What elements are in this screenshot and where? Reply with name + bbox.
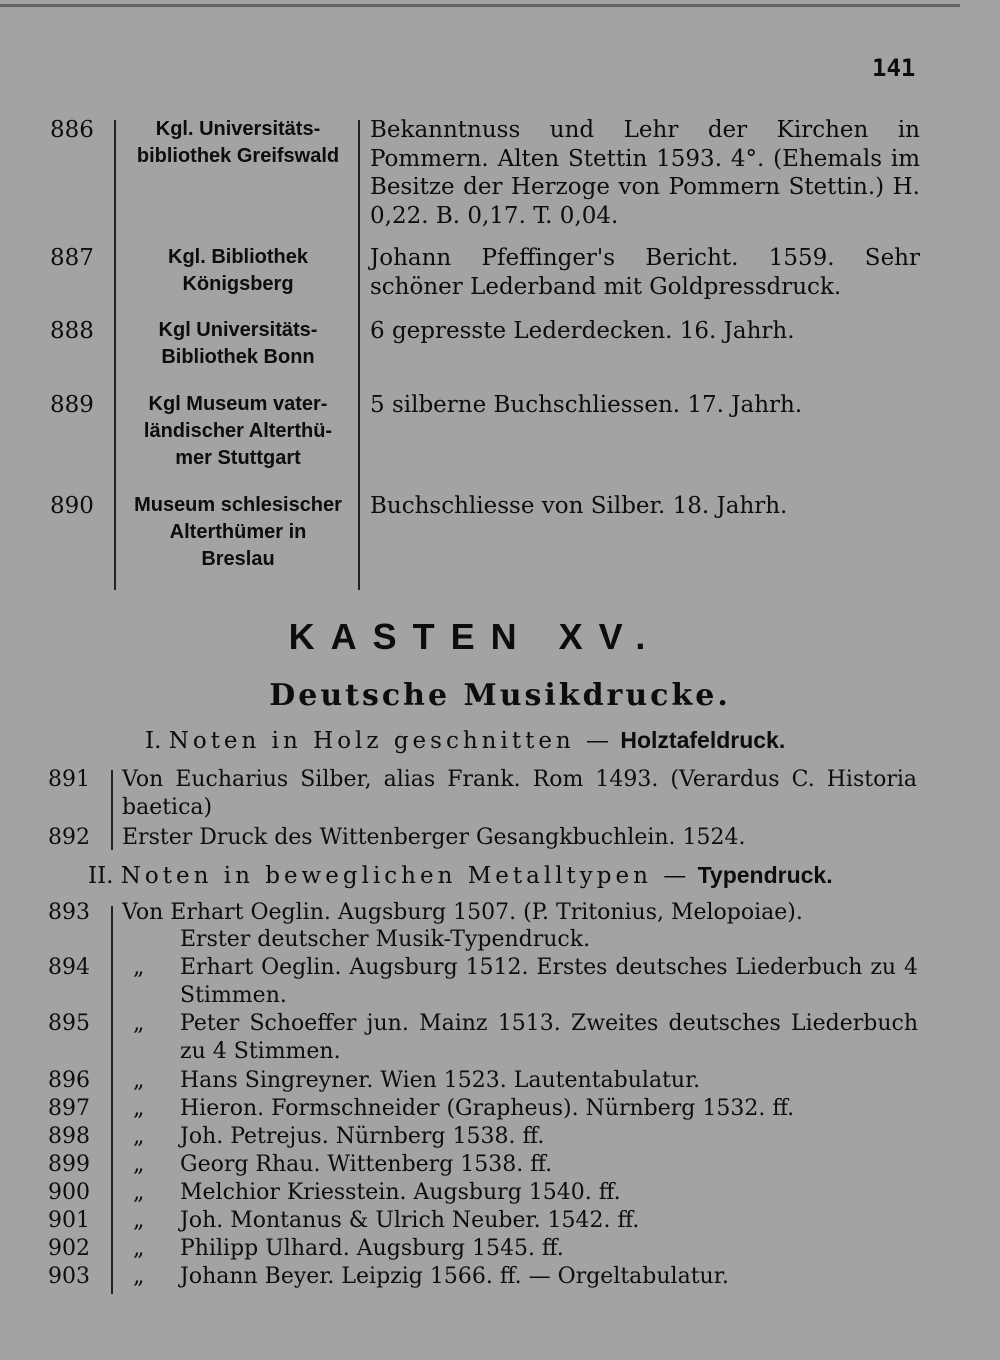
lender-name: Museum schlesischer Alterthümer in Breslau	[134, 494, 342, 570]
entry-description: Von Eucharius Silber, alias Frank. Rom 1493. (Verardus C. Historia baetica)	[122, 767, 917, 820]
lender-name: Kgl Universitäts- Bibliothek Bonn	[158, 319, 318, 368]
ditto-mark: „	[133, 1264, 145, 1289]
entry-description: Philipp Ulhard. Augsburg 1545. ff.	[180, 1236, 564, 1261]
entry-number: 892	[48, 825, 90, 850]
part-heading-1	[145, 726, 785, 755]
entry-number: 891	[48, 767, 90, 792]
entry-description: Buchschliesse von Silber. 18. Jahrh.	[370, 493, 788, 519]
entry-number: 889	[50, 392, 94, 418]
entry-description: Georg Rhau. Wittenberg 1538. ff.	[180, 1152, 553, 1177]
entry-continuation: Erster deutscher Musik-Typendruck.	[180, 927, 591, 952]
entry-description: Bekanntnuss und Lehr der Kirchen in Pommern. Alten Stettin 1593. 4°. (Ehemals im Besitze der Herzoge von Pommern Stettin.) H. 0,22. B. 0,17. T. 0,04.	[370, 117, 920, 229]
lender-name: Kgl Museum vater- ländischer Alterthü- mer Stuttgart	[143, 393, 333, 469]
lender-name: Kgl. Bibliothek Königsberg	[168, 246, 308, 295]
entry-description: Joh. Petrejus. Nürnberg 1538. ff.	[180, 1124, 545, 1149]
ditto-mark: „	[133, 1208, 145, 1233]
entry-description: Erhart Oeglin. Augsburg 1512. Erstes deutsches Liederbuch zu 4 Stimmen.	[180, 955, 918, 1008]
entry-number: 895	[48, 1011, 90, 1036]
entry-number: 893	[48, 900, 90, 925]
entry-number: 902	[48, 1236, 90, 1261]
ditto-mark: „	[133, 1152, 145, 1177]
column-rule-right	[358, 120, 360, 590]
entry-description: Hieron. Formschneider (Grapheus). Nürnberg 1532. ff.	[180, 1096, 795, 1121]
part-technique: Typendruck.	[697, 862, 833, 888]
ditto-mark: „	[133, 1124, 145, 1149]
part-heading-2	[88, 861, 833, 890]
entry-number: 896	[48, 1068, 90, 1093]
ditto-mark: „	[133, 1236, 145, 1261]
entry-description: Von Erhart Oeglin. Augsburg 1507. (P. Tritonius, Melopoiae).	[122, 900, 803, 925]
ditto-mark: „	[133, 1180, 145, 1205]
entry-number: 900	[48, 1180, 90, 1205]
page-number: 141	[872, 54, 916, 82]
entry-number: 886	[50, 117, 94, 143]
entry-description: Johann Pfeffinger's Bericht. 1559. Sehr schöner Lederband mit Goldpressdruck.	[370, 245, 920, 300]
entry-description: 6 gepresste Lederdecken. 16. Jahrh.	[370, 318, 795, 344]
ditto-mark: „	[133, 955, 145, 980]
entry-description: Peter Schoeffer jun. Mainz 1513. Zweites deutsches Liederbuch zu 4 Stimmen.	[180, 1011, 918, 1064]
ditto-mark: „	[133, 1011, 145, 1036]
entry-description: 5 silberne Buchschliessen. 17. Jahrh.	[370, 392, 803, 418]
entry-description: Joh. Montanus & Ulrich Neuber. 1542. ff.	[180, 1208, 640, 1233]
entry-description: Melchior Kriesstein. Augsburg 1540. ff.	[180, 1180, 621, 1205]
part-numeral: I.	[145, 728, 162, 754]
ditto-mark: „	[133, 1068, 145, 1093]
entry-number: 897	[48, 1096, 90, 1121]
entry-number: 903	[48, 1264, 90, 1289]
part-numeral: II.	[88, 863, 114, 889]
entry-number: 894	[48, 955, 90, 980]
entry-number: 898	[48, 1124, 90, 1149]
section-title: KASTEN XV.	[288, 616, 662, 657]
entry-description: Hans Singreyner. Wien 1523. Lautentabulatur.	[180, 1068, 701, 1093]
ditto-mark: „	[133, 1096, 145, 1121]
column-rule-left	[114, 120, 116, 590]
entry-description: Erster Druck des Wittenberger Gesangkbuchlein. 1524.	[122, 825, 746, 850]
column-rule	[111, 906, 113, 1294]
lender-name: Kgl. Universitäts- bibliothek Greifswald	[136, 118, 340, 167]
entry-number: 901	[48, 1208, 90, 1233]
entry-number: 888	[50, 318, 94, 344]
column-rule	[111, 770, 113, 850]
entry-description: Johann Beyer. Leipzig 1566. ff. — Orgeltabulatur.	[180, 1264, 729, 1289]
section-subtitle: Deutsche Musikdrucke.	[269, 678, 731, 713]
part-technique: Holztafeldruck.	[620, 727, 786, 753]
top-rule	[0, 4, 960, 7]
part-text: Noten in beweglichen Metalltypen —	[120, 863, 691, 889]
entry-number: 890	[50, 493, 94, 519]
entry-number: 887	[50, 245, 94, 271]
entry-number: 899	[48, 1152, 90, 1177]
part-text: Noten in Holz geschnitten —	[168, 728, 614, 754]
